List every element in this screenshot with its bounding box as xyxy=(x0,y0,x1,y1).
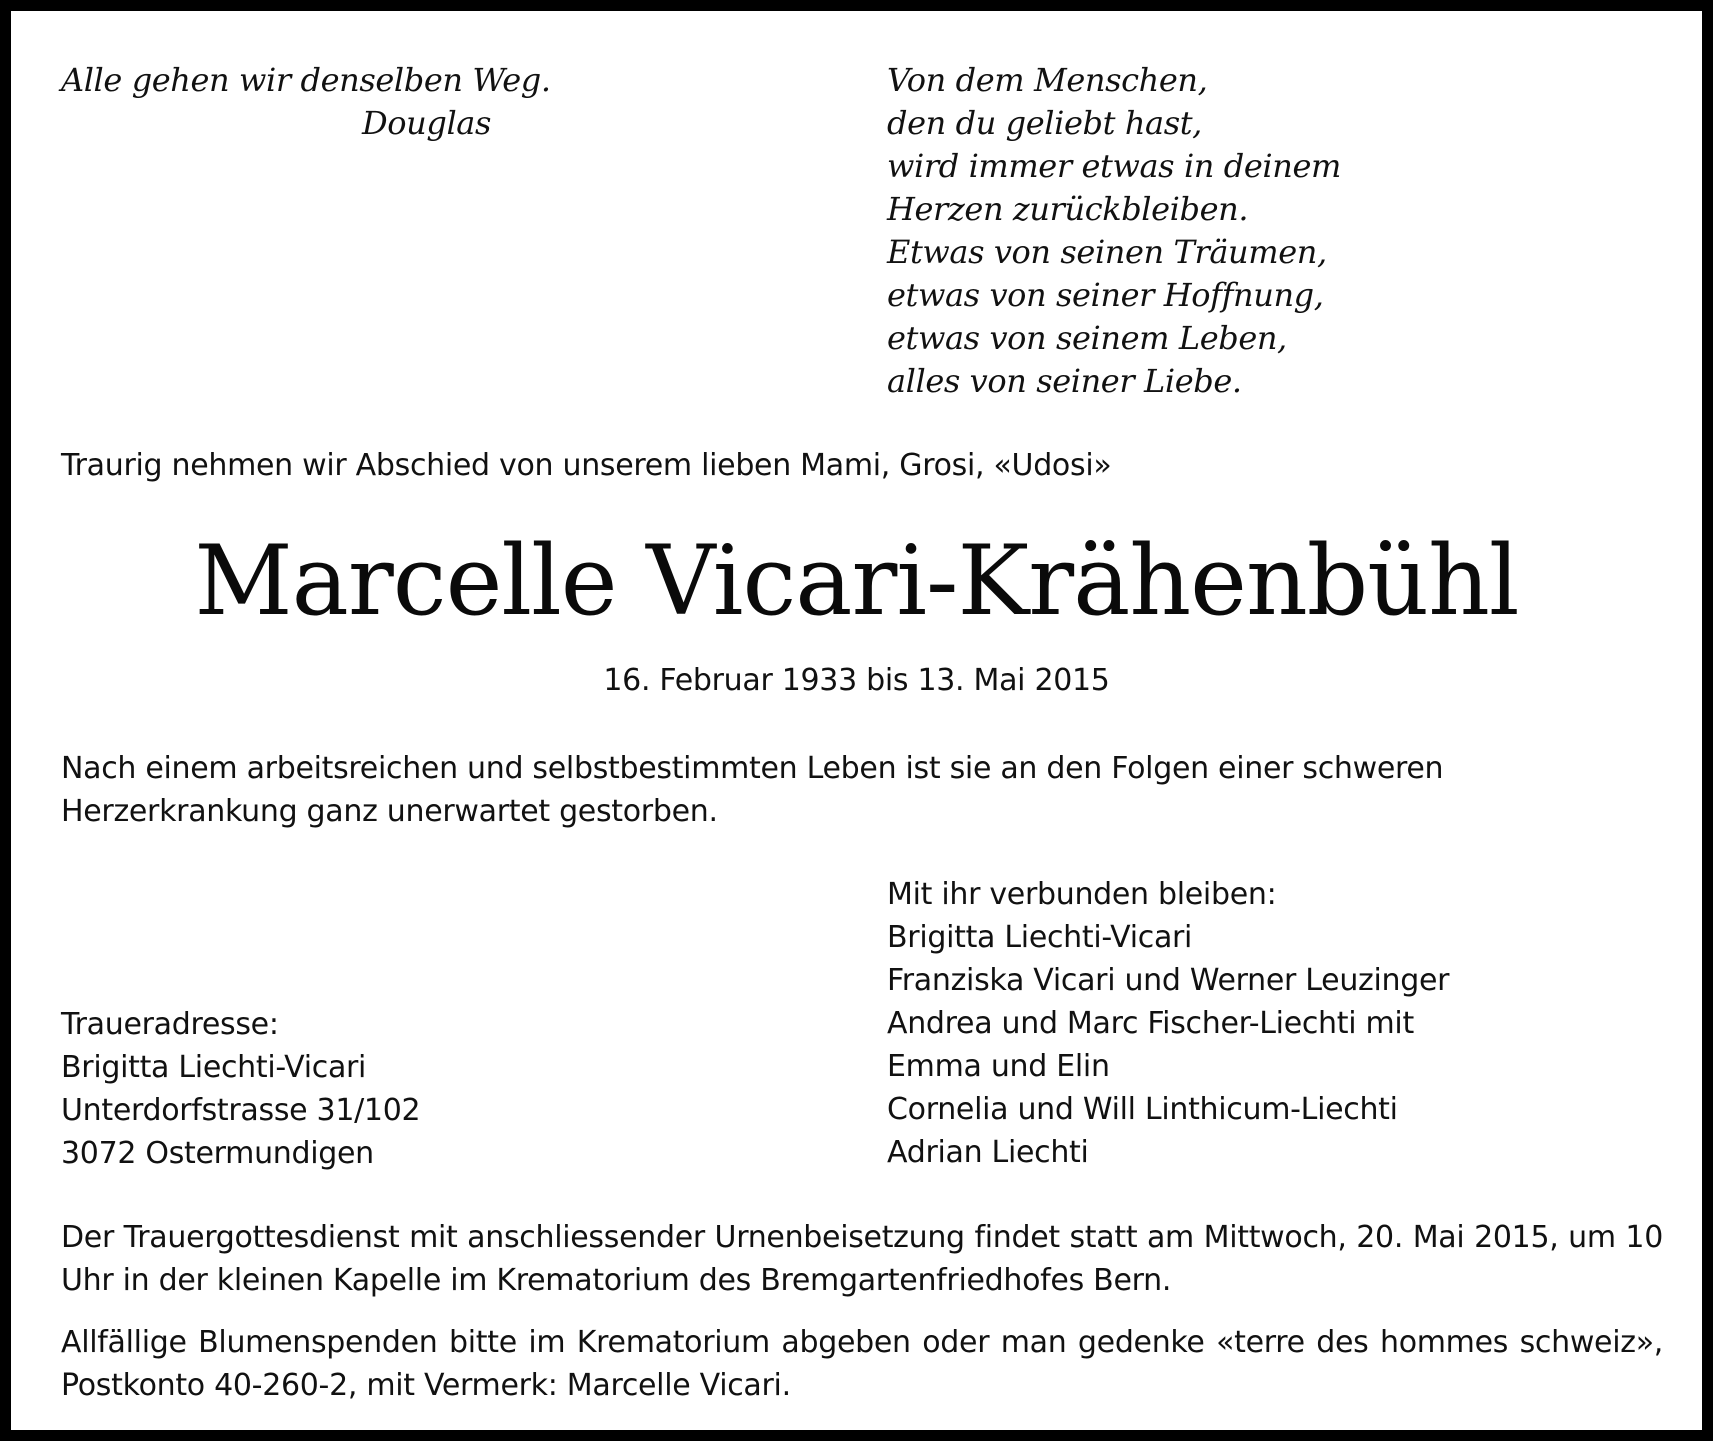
life-dates: 16. Februar 1933 bis 13. Mai 2015 xyxy=(603,663,1110,698)
mourner-name: Emma und Elin xyxy=(887,1049,1110,1084)
poem-line: etwas von seinem Leben, xyxy=(887,319,1287,357)
mourning-address xyxy=(61,1003,761,1175)
address-line: Brigitta Liechti-Vicari xyxy=(61,1050,367,1085)
poem-line: Herzen zurückbleiben. xyxy=(887,190,1249,228)
intro-text: Traurig nehmen wir Abschied von unserem lieben Mami, Grosi, «Udosi» xyxy=(61,448,1112,483)
motto-quote: Alle gehen wir denselben Weg. xyxy=(61,61,551,99)
mourners-list xyxy=(887,873,1687,1174)
address-label: Traueradresse: xyxy=(61,1007,279,1042)
poem-block xyxy=(887,59,1487,403)
mourners-heading: Mit ihr verbunden bleiben: xyxy=(887,877,1277,912)
address-line: Unterdorfstrasse 31/102 xyxy=(61,1093,421,1128)
deceased-name: Marcelle Vicari-Krähenbühl xyxy=(194,525,1519,637)
poem-line: etwas von seiner Hoffnung, xyxy=(887,276,1324,314)
poem-line: alles von seiner Liebe. xyxy=(887,362,1242,400)
poem-line: Etwas von seinen Träumen, xyxy=(887,233,1327,271)
mourner-name: Brigitta Liechti-Vicari xyxy=(887,920,1193,955)
address-line: 3072 Ostermundigen xyxy=(61,1136,374,1171)
donation-info: Allfällige Blumenspenden bitte im Krematorium abgeben oder man gedenke «terre des hommes schweiz», Postkonto 40-260-2, mit Vermerk: Marcelle Vicari. xyxy=(61,1325,1663,1403)
funeral-service-info: Der Trauergottesdienst mit anschliessender Urnenbeisetzung findet statt am Mittwoch, 20. Mai 2015, um 10 Uhr in der kleinen Kapelle im Krematorium des Bremgartenfriedhofes Bern. xyxy=(61,1220,1663,1298)
mourner-name: Adrian Liechti xyxy=(887,1135,1089,1170)
poem-line: den du geliebt hast, xyxy=(887,104,1202,142)
motto-quote-block xyxy=(61,59,551,145)
motto-author: Douglas xyxy=(362,104,491,142)
poem-line: Von dem Menschen, xyxy=(887,61,1208,99)
death-announcement: Nach einem arbeitsreichen und selbstbestimmten Leben ist sie an den Folgen einer schweren Herzerkrankung ganz unerwartet gestorben. xyxy=(61,751,1444,829)
mourner-name: Cornelia und Will Linthicum-Liechti xyxy=(887,1092,1398,1127)
mourner-name: Andrea und Marc Fischer-Liechti mit xyxy=(887,1006,1414,1041)
poem-line: wird immer etwas in deinem xyxy=(887,147,1341,185)
mourner-name: Franziska Vicari und Werner Leuzinger xyxy=(887,963,1450,998)
